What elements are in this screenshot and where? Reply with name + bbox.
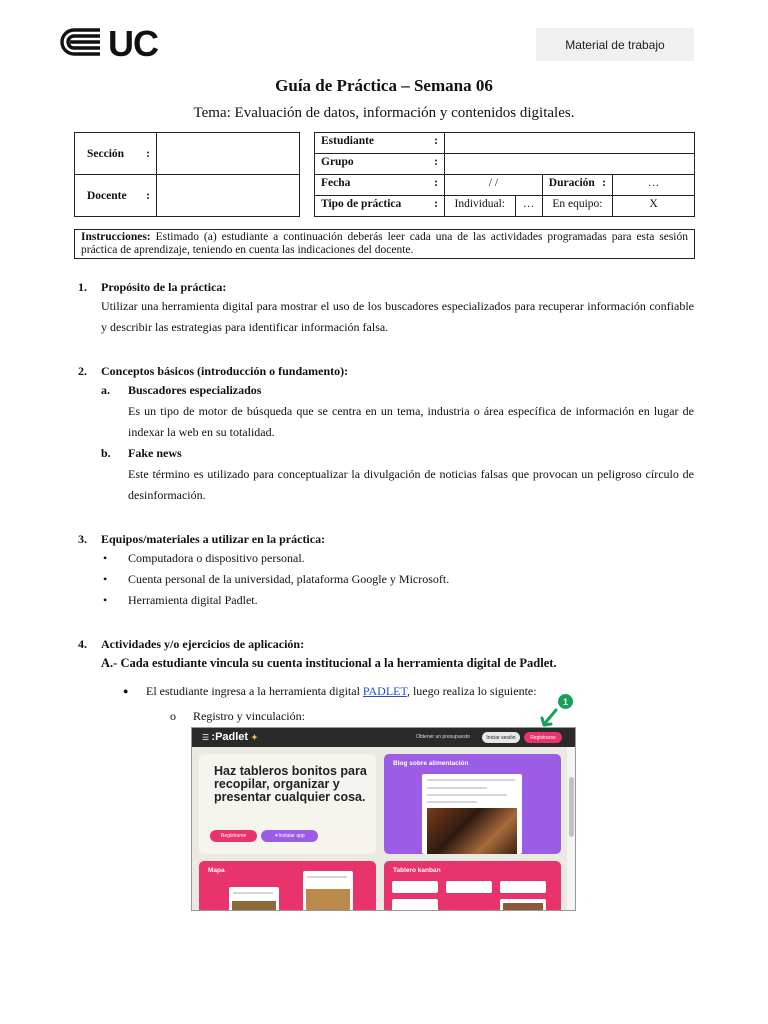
scrollbar-thumb[interactable]: [569, 777, 574, 837]
instructions-box: [74, 229, 695, 259]
grupo-field[interactable]: [445, 154, 695, 175]
seccion-field[interactable]: [157, 133, 300, 175]
step-callout: 1: [558, 694, 573, 709]
duracion-label: Duración :: [542, 175, 612, 196]
list-item: ● El estudiante ingresa a la herramienta digital PADLET, luego realiza lo siguiente:: [123, 684, 537, 698]
material-tag: Material de trabajo: [536, 28, 694, 61]
section-title: Conceptos básicos (introducción o fundamento):: [101, 364, 349, 378]
logo-text: UC: [108, 23, 158, 64]
sparkle-icon: ✦: [274, 833, 279, 839]
fecha-field[interactable]: / /: [445, 175, 543, 196]
docente-label: Docente :: [75, 175, 157, 217]
uc-logo: [60, 23, 170, 64]
section-text: Utilizar una herramienta digital para mostrar el uso de los buscadores especializados para recuperar información confiable y describir las estrategias para identificar información falsa.: [101, 299, 694, 334]
tipo-practica-label: Tipo de práctica :: [315, 196, 445, 217]
section-activities: [78, 635, 694, 727]
section-purpose: [78, 278, 694, 338]
blog-card[interactable]: [384, 754, 561, 854]
page-subtitle: Tema: Evaluación de datos, información y contenidos digitales.: [193, 105, 575, 121]
subsection-letter: b.: [101, 446, 111, 460]
page-title: Guía de Práctica – Semana 06: [275, 76, 493, 95]
food-image: [427, 808, 517, 854]
kanban-post: [500, 881, 546, 893]
hero-text: Haz tableros bonitos para recopilar, organizar y presentar cualquier cosa.: [214, 764, 367, 804]
section-number: 3.: [78, 532, 87, 546]
subsection-letter: a.: [101, 383, 110, 397]
individual-field[interactable]: …: [515, 196, 542, 217]
scrollbar[interactable]: [567, 747, 575, 911]
kanban-card-title: Tablero kanban: [393, 867, 441, 874]
subsection-text: Es un tipo de motor de búsqueda que se centra en un tema, industria o área específica de información en lugar de indexar la web en su totalidad.: [128, 404, 694, 439]
arrow-icon: [540, 708, 560, 728]
instructions-text: Estimado (a) estudiante a continuación deberás leer cada una de las actividades programadas para esta sesión práctica de aprendizaje, teniendo en cuenta las indicaciones del docente.: [81, 231, 688, 256]
info-table-left: [74, 132, 300, 217]
sub-list-item: o Registro y vinculación:: [170, 709, 305, 723]
login-button[interactable]: Iniciar sesión: [482, 732, 520, 743]
kanban-post: [392, 881, 438, 893]
kanban-post: [500, 899, 546, 911]
subsection-title: Fake news: [128, 446, 182, 460]
register-button[interactable]: Registrarse: [524, 732, 562, 743]
kanban-card[interactable]: [384, 861, 561, 911]
sparkle-icon: ✦: [251, 733, 258, 742]
quote-link[interactable]: Obtener un presupuesto: [416, 734, 470, 740]
seccion-label: Sección :: [75, 133, 157, 175]
padlet-logo: ☰ :Padlet ✦: [202, 731, 258, 743]
padlet-topbar: [192, 728, 576, 747]
list-item: • Computadora o dispositivo personal.: [103, 551, 305, 565]
kanban-post: [446, 881, 492, 893]
kanban-post: [392, 899, 438, 911]
section-number: 2.: [78, 364, 87, 378]
subsection-title: Buscadores especializados: [128, 383, 262, 397]
estudiante-label: Estudiante :: [315, 133, 445, 154]
map-post-preview: [229, 887, 279, 911]
hero-card: [199, 754, 376, 854]
section-number: 1.: [78, 280, 87, 294]
blog-post-preview: [422, 774, 522, 854]
padlet-link[interactable]: PADLET: [362, 684, 407, 698]
activity-subtitle: A.- Cada estudiante vincula su cuenta institucional a la herramienta digital de Padlet.: [101, 656, 557, 670]
individual-label: Individual:: [445, 196, 516, 217]
equipo-field[interactable]: X: [613, 196, 695, 217]
section-title: Actividades y/o ejercicios de aplicación:: [101, 637, 305, 651]
map-card[interactable]: [199, 861, 376, 911]
fecha-label: Fecha :: [315, 175, 445, 196]
hero-register-button[interactable]: Registrarse: [210, 830, 257, 842]
map-card-title: Mapa: [208, 867, 225, 874]
section-title: Propósito de la práctica:: [101, 280, 227, 294]
section-number: 4.: [78, 637, 87, 651]
padlet-screenshot: [191, 727, 576, 911]
grupo-label: Grupo :: [315, 154, 445, 175]
uc-logo-icon: [60, 27, 104, 57]
estudiante-field[interactable]: [445, 133, 695, 154]
list-item: • Herramienta digital Padlet.: [103, 593, 258, 607]
info-table-right: [314, 132, 695, 217]
docente-field[interactable]: [157, 175, 300, 217]
subsection-text: Este término es utilizado para conceptualizar la divulgación de noticias falsas que provocan un peligroso círculo de desinformación.: [128, 467, 694, 502]
section-concepts: [78, 362, 694, 506]
hero-install-button[interactable]: ✦ Instalar app: [261, 830, 318, 842]
blog-card-title: Blog sobre alimentación: [393, 760, 469, 767]
menu-icon[interactable]: ☰: [202, 733, 212, 742]
section-title: Equipos/materiales a utilizar en la práctica:: [101, 532, 326, 546]
instructions-label: Instrucciones:: [81, 231, 151, 243]
section-materials: [78, 530, 694, 611]
equipo-label: En equipo:: [542, 196, 612, 217]
duracion-field[interactable]: …: [613, 175, 695, 196]
map-post-preview: [303, 871, 353, 911]
list-item: • Cuenta personal de la universidad, plataforma Google y Microsoft.: [103, 572, 450, 586]
